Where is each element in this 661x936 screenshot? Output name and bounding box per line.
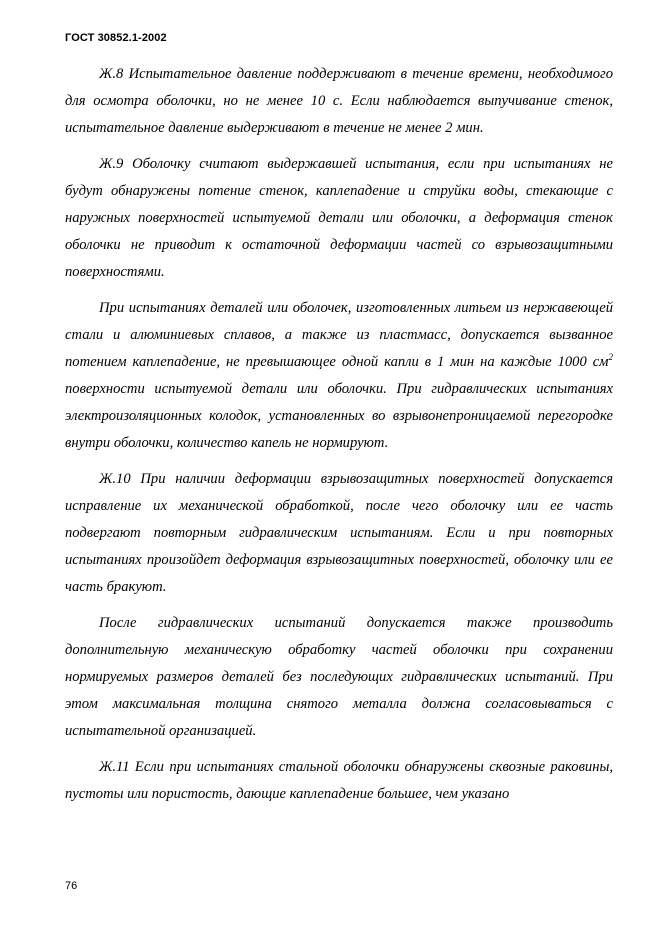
superscript-square: 2 <box>608 352 613 362</box>
document-header: ГОСТ 30852.1-2002 <box>65 32 167 44</box>
paragraph-leak-allowance <box>65 295 613 457</box>
paragraph-zh8: Ж.8 Испытательное давление поддерживают в течение времени, необходимого для осмотра оболочки, но не менее 10 с. Если наблюдается выпучивание стенок, испытательное давление выдерживают в течение не менее 2 мин. <box>65 66 613 136</box>
paragraph-zh9: Ж.9 Оболочку считают выдержавшей испытания, если при испытаниях не будут обнаружены потение стенок, каплепадение и струйки воды, стекающие с наружных поверхностей испытуемой детали или оболочки, а деформация стенок оболочки не приводит к остаточной деформации частей со взрывозащитными поверхностями. <box>65 156 613 280</box>
page-number: 76 <box>65 880 78 892</box>
paragraph-zh11: Ж.11 Если при испытаниях стальной оболочки обнаружены сквозные раковины, пустоты или пористость, дающие каплепадение большее, чем указано <box>65 759 613 802</box>
paragraph-leak-allowance-text-before: При испытаниях деталей или оболочек, изготовленных литьем из нержавеющей стали и алюминиевых сплавов, а также из пластмасс, допускается вызванное потением каплепадение, не превышающее одной капли в 1 мин на каждые 1000 см <box>65 300 613 370</box>
paragraph-post-machining: После гидравлических испытаний допускается также производить дополнительную механическую обработку частей оболочки при сохранении нормируемых размеров деталей без последующих гидравлических испытаний. При этом максимальная толщина снятого металла должна согласовываться с испытательной организацией. <box>65 615 613 739</box>
paragraph-zh10: Ж.10 При наличии деформации взрывозащитных поверхностей допускается исправление их механической обработкой, после чего оболочку или ее часть подвергают повторным гидравлическим испытаниям. Если и при повторных испытаниях произойдет деформация взрывозащитных поверхностей, оболочку или ее часть бракуют. <box>65 471 613 595</box>
paragraph-leak-allowance-text-after: поверхности испытуемой детали или оболочки. При гидравлических испытаниях электроизоляционных колодок, установленных во взрывонепроницаемой перегородке внутри оболочки, количество капель не нормируют. <box>65 381 613 451</box>
document-body <box>65 61 613 817</box>
